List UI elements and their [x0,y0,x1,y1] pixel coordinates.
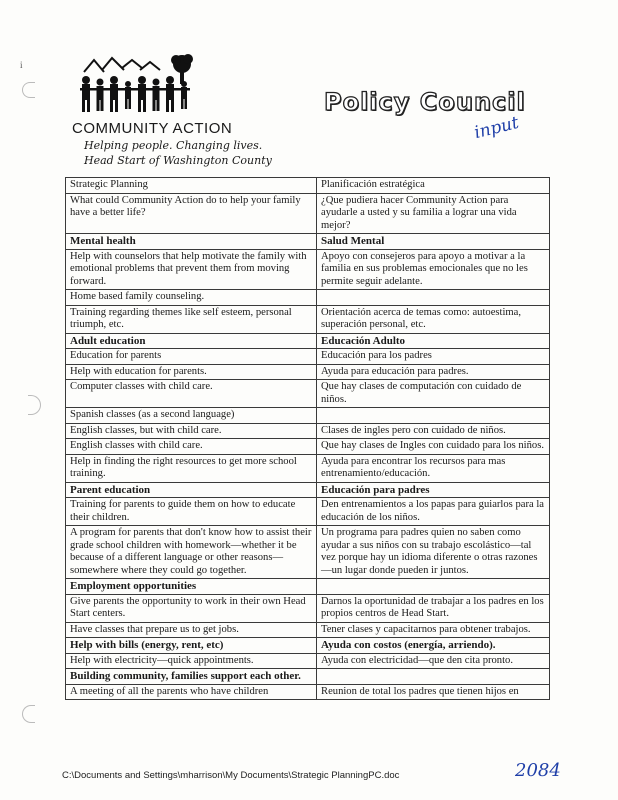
spanish-cell: Educación Adulto [317,333,550,349]
spanish-cell [317,290,550,306]
logo-tagline: Helping people. Changing lives. [84,139,263,152]
spanish-cell: Clases de ingles pero con cuidado de niños. [317,423,550,439]
table-row [66,349,550,365]
families-houses-icon [72,50,202,116]
page-heading: Policy Council [324,88,526,116]
table-row [66,439,550,455]
english-cell: Spanish classes (as a second language) [66,408,317,424]
table-row [66,193,550,234]
table-row [66,178,550,194]
paper-scuff-mark [22,705,35,723]
section-header-row [66,638,550,654]
english-cell: Parent education [66,482,317,498]
english-cell: What could Community Action do to help your family have a better life? [66,193,317,234]
table-row [66,408,550,424]
section-header-row [66,333,550,349]
table-row [66,684,550,700]
spanish-cell: Apoyo con consejeros para apoyo a motivar a la familia en sus problemas emocionales que no les permite seguir adelante. [317,249,550,290]
spanish-cell: Orientación acerca de temas como: autoestima, superación personal, etc. [317,305,550,333]
spanish-cell: Tener clases y capacitarnos para obtener trabajos. [317,622,550,638]
spanish-cell: Que hay clases de computación con cuidado de niños. [317,380,550,408]
english-cell: English classes with child care. [66,439,317,455]
spanish-cell [317,669,550,685]
english-cell: Help with bills (energy, rent, etc) [66,638,317,654]
spanish-cell: Educación para los padres [317,349,550,365]
logo-title: COMMUNITY ACTION [72,120,233,137]
table-row [66,380,550,408]
spanish-cell: Den entrenamientos a los papas para guiarlos para la educación de los niños. [317,498,550,526]
margin-mark: i [20,60,23,70]
logo-subtitle: Head Start of Washington County [84,154,272,167]
spanish-cell: Ayuda con costos (energía, arriendo). [317,638,550,654]
section-header-row [66,579,550,595]
spanish-cell: Planificación estratégica [317,178,550,194]
handwritten-note: input [472,112,521,144]
spanish-cell: Ayuda para educación para padres. [317,364,550,380]
spanish-cell [317,408,550,424]
footer-file-path: C:\Documents and Settings\mharrison\My Documents\Strategic PlanningPC.doc [62,770,400,781]
table-row [66,249,550,290]
english-cell: Give parents the opportunity to work in their own Head Start centers. [66,594,317,622]
english-cell: Help with counselors that help motivate the family with emotional problems that prevent them from moving forward. [66,249,317,290]
table-row [66,594,550,622]
table-row [66,290,550,306]
english-cell: Home based family counseling. [66,290,317,306]
strategic-planning-table [65,177,550,700]
paper-scuff-mark [28,395,41,415]
table-row [66,622,550,638]
section-header-row [66,234,550,250]
english-cell: Building community, families support each other. [66,669,317,685]
english-cell: A meeting of all the parents who have children [66,684,317,700]
spanish-cell: Educación para padres [317,482,550,498]
table-row [66,454,550,482]
english-cell: Help with education for parents. [66,364,317,380]
english-cell: A program for parents that don't know how to assist their grade school children with homework—whether it be because of a different language or other reasons—somewhere where they could go together. [66,526,317,579]
paper-scuff-mark [22,82,35,98]
english-cell: Strategic Planning [66,178,317,194]
english-cell: Training for parents to guide them on how to educate their children. [66,498,317,526]
section-header-row [66,482,550,498]
table-row [66,423,550,439]
spanish-cell [317,579,550,595]
table-row [66,305,550,333]
table-row [66,526,550,579]
english-cell: Employment opportunities [66,579,317,595]
english-cell: Education for parents [66,349,317,365]
community-action-logo [62,50,272,167]
english-cell: Computer classes with child care. [66,380,317,408]
spanish-cell: ¿Que pudiera hacer Community Action para ayudarle a usted y su familia a lograr una vida mejor? [317,193,550,234]
handwritten-page-number: 2084 [515,760,561,781]
spanish-cell: Darnos la oportunidad de trabajar a los padres en los propios centros de Head Start. [317,594,550,622]
spanish-cell: Un programa para padres quien no saben como ayudar a sus niños con su trabajo escolástico—tal vez porque hay un idioma diferente o otras razones—un lugar donde pueden ir juntos. [317,526,550,579]
spanish-cell: Reunion de total los padres que tienen hijos en [317,684,550,700]
english-cell: English classes, but with child care. [66,423,317,439]
table-row [66,364,550,380]
spanish-cell: Que hay clases de Ingles con cuidado para los niños. [317,439,550,455]
section-header-row [66,669,550,685]
spanish-cell: Salud Mental [317,234,550,250]
english-cell: Help with electricity—quick appointments. [66,653,317,669]
english-cell: Help in finding the right resources to get more school training. [66,454,317,482]
table-row [66,498,550,526]
spanish-cell: Ayuda con electricidad—que den cita pronto. [317,653,550,669]
english-cell: Mental health [66,234,317,250]
english-cell: Adult education [66,333,317,349]
spanish-cell: Ayuda para encontrar los recursos para mas entrenamiento/educación. [317,454,550,482]
english-cell: Have classes that prepare us to get jobs. [66,622,317,638]
english-cell: Training regarding themes like self esteem, personal triumph, etc. [66,305,317,333]
table-row [66,653,550,669]
